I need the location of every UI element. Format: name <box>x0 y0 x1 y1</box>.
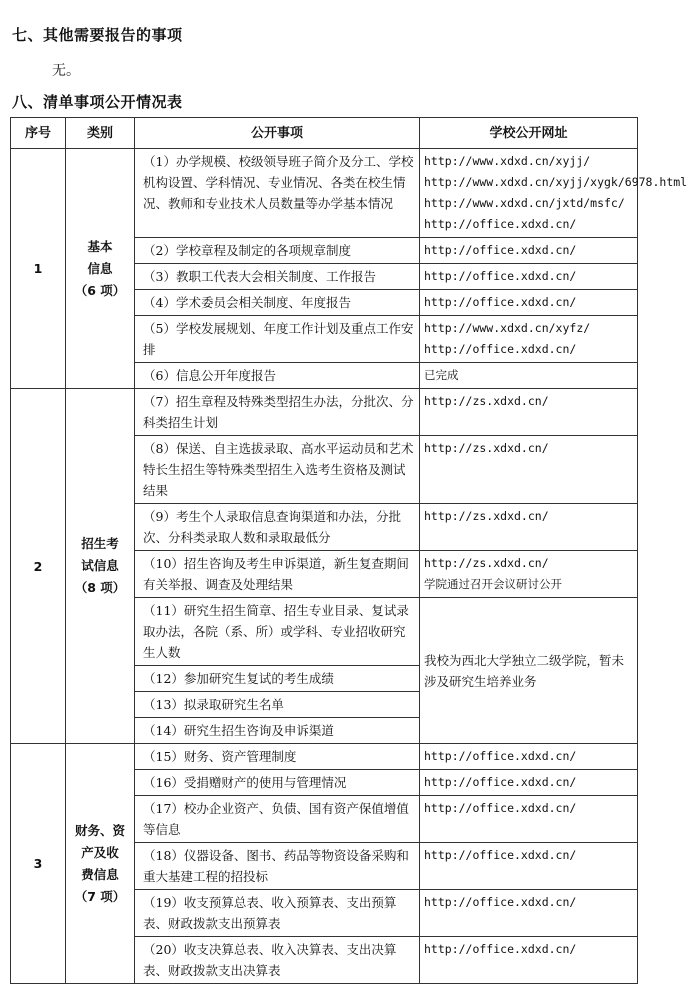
url-cell <box>420 290 638 316</box>
disclosure-table <box>10 117 687 984</box>
item-cell: （3）教职工代表大会相关制度、工作报告 <box>135 264 420 290</box>
header-category: 类别 <box>66 118 135 149</box>
url-link[interactable]: http://office.xdxd.cn/ <box>424 749 577 763</box>
category-line: 费信息 <box>81 866 119 882</box>
url-cell <box>420 363 638 389</box>
table-row <box>11 744 638 770</box>
url-link[interactable]: http://zs.xdxd.cn/ <box>424 394 549 408</box>
url-cell <box>420 238 638 264</box>
url-link[interactable]: http://office.xdxd.cn/ <box>424 243 577 257</box>
item-cell: （13）拟录取研究生名单 <box>135 692 420 718</box>
url-cell <box>420 744 638 770</box>
url-link[interactable]: http://office.xdxd.cn/ <box>424 801 577 815</box>
category-line: （7 项） <box>74 888 126 904</box>
category-cell <box>66 149 135 389</box>
merged-note-cell: 我校为西北大学独立二级学院，暂未涉及研究生培养业务 <box>420 598 638 744</box>
item-cell: （9）考生个人录取信息查询渠道和办法，分批次、分科类录取人数和录取最低分 <box>135 504 420 551</box>
url-link[interactable]: http://zs.xdxd.cn/ <box>424 556 549 570</box>
item-cell: （16）受捐赠财产的使用与管理情况 <box>135 770 420 796</box>
url-cell <box>420 937 638 984</box>
item-cell: （7）招生章程及特殊类型招生办法，分批次、分科类招生计划 <box>135 389 420 436</box>
url-link[interactable]: http://www.xdxd.cn/xyjj/ <box>424 154 591 168</box>
item-cell: （20）收支决算总表、收入决算表、支出决算表、财政拨款支出决算表 <box>135 937 420 984</box>
category-line: 基本 <box>87 238 113 254</box>
header-url: 学校公开网址 <box>420 118 638 149</box>
category-line: （6 项） <box>74 282 126 298</box>
item-cell: （15）财务、资产管理制度 <box>135 744 420 770</box>
url-link[interactable]: http://www.xdxd.cn/xyfz/ <box>424 321 591 335</box>
seq-cell: 1 <box>11 149 66 389</box>
section-7-body: 无。 <box>52 63 80 79</box>
url-cell <box>420 389 638 436</box>
item-cell: （8）保送、自主选拔录取、高水平运动员和艺术特长生招生等特殊类型招生入选考生资格及测试结果 <box>135 436 420 504</box>
category-line: 试信息 <box>81 558 119 573</box>
url-link[interactable]: http://office.xdxd.cn/ <box>424 342 577 356</box>
item-cell: （14）研究生招生咨询及申诉渠道 <box>135 718 420 744</box>
url-link[interactable]: http://office.xdxd.cn/ <box>424 217 577 231</box>
category-line: （8 项） <box>74 580 126 595</box>
category-line: 信息 <box>87 260 113 276</box>
url-cell <box>420 770 638 796</box>
header-seq: 序号 <box>11 118 66 149</box>
url-link[interactable]: http://zs.xdxd.cn/ <box>424 441 549 455</box>
category-cell <box>66 389 135 744</box>
item-cell: （10）招生咨询及考生申诉渠道，新生复查期间有关举报、调查及处理结果 <box>135 551 420 598</box>
category-line: 财务、资 <box>74 822 125 838</box>
category-cell <box>66 744 135 984</box>
url-cell <box>420 264 638 290</box>
item-cell: （2）学校章程及制定的各项规章制度 <box>135 238 420 264</box>
url-link[interactable]: http://office.xdxd.cn/ <box>424 895 577 909</box>
status-text: 已完成 <box>424 368 459 382</box>
item-cell: （19）收支预算总表、收入预算表、支出预算表、财政拨款支出预算表 <box>135 890 420 937</box>
url-link[interactable]: http://www.xdxd.cn/xyjj/xygk/6978.html <box>424 175 687 189</box>
section-7-heading: 七、其他需要报告的事项 <box>12 26 183 44</box>
url-cell <box>420 316 638 363</box>
item-cell: （4）学术委员会相关制度、年度报告 <box>135 290 420 316</box>
url-cell <box>420 436 638 504</box>
url-link[interactable]: http://zs.xdxd.cn/ <box>424 509 549 523</box>
url-link[interactable]: http://office.xdxd.cn/ <box>424 295 577 309</box>
url-cell <box>420 843 638 890</box>
table-row <box>11 389 638 436</box>
seq-cell: 2 <box>11 389 66 744</box>
item-cell: （5）学校发展规划、年度工作计划及重点工作安排 <box>135 316 420 363</box>
url-link[interactable]: http://office.xdxd.cn/ <box>424 942 577 956</box>
table-body <box>11 149 687 984</box>
seq-cell: 3 <box>11 744 66 984</box>
item-cell: （18）仪器设备、图书、药品等物资设备采购和重大基建工程的招投标 <box>135 843 420 890</box>
category-line: 产及收 <box>81 844 119 860</box>
header-item: 公开事项 <box>135 118 420 149</box>
url-cell <box>420 504 638 551</box>
url-cell <box>420 149 687 238</box>
item-cell: （1）办学规模、校级领导班子简介及分工、学校机构设置、学科情况、专业情况、各类在校生情况、教师和专业技术人员数量等办学基本情况 <box>135 149 420 238</box>
url-cell <box>420 796 638 843</box>
url-link[interactable]: http://office.xdxd.cn/ <box>424 269 577 283</box>
category-line: 招生考 <box>81 536 119 551</box>
section-8-heading: 八、清单事项公开情况表 <box>12 93 183 111</box>
item-cell: （6）信息公开年度报告 <box>135 363 420 389</box>
table-row <box>11 149 638 238</box>
url-cell <box>420 551 638 598</box>
item-cell: （11）研究生招生简章、招生专业目录、复试录取办法，各院（系、所）或学科、专业招收研究生人数 <box>135 598 420 666</box>
item-cell: （12）参加研究生复试的考生成绩 <box>135 666 420 692</box>
url-link[interactable]: http://www.xdxd.cn/jxtd/msfc/ <box>424 196 625 210</box>
status-text: 学院通过召开会议研讨公开 <box>424 577 562 591</box>
url-link[interactable]: http://office.xdxd.cn/ <box>424 848 577 862</box>
url-cell <box>420 890 638 937</box>
url-link[interactable]: http://office.xdxd.cn/ <box>424 775 577 789</box>
table-header-row <box>11 118 638 149</box>
item-cell: （17）校办企业资产、负债、国有资产保值增值等信息 <box>135 796 420 843</box>
